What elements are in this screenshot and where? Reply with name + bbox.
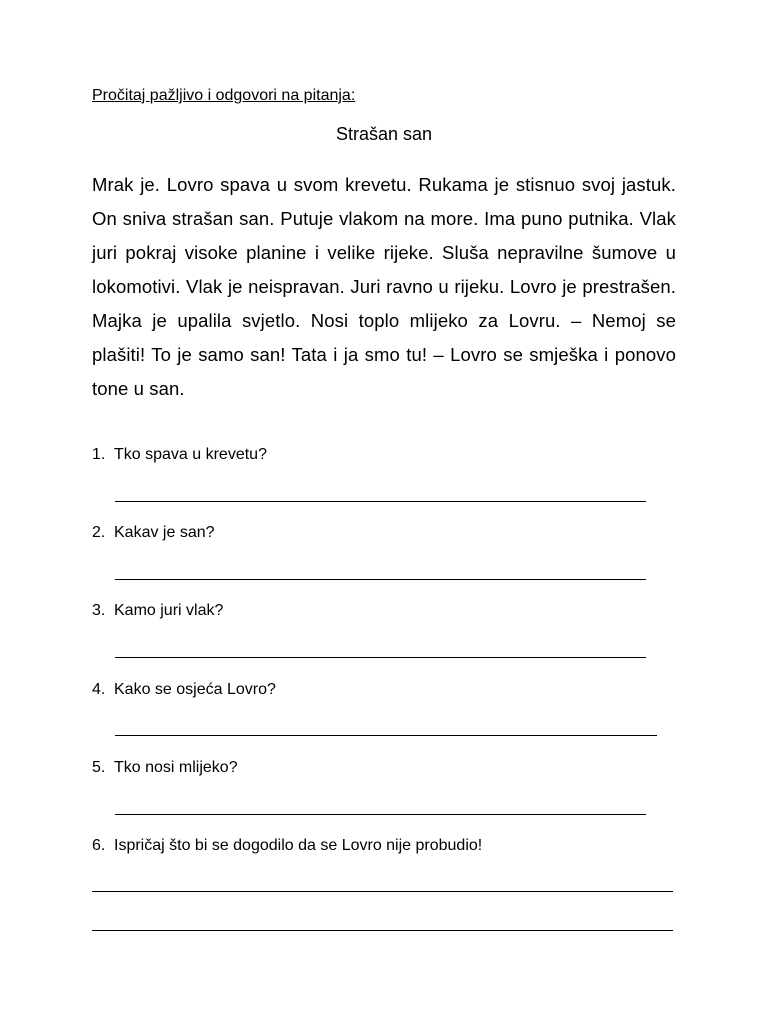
question-number: 1. [92,446,106,463]
question-5 [92,759,238,777]
question-number: 4. [92,681,106,698]
question-number: 6. [92,837,106,854]
answer-line-4[interactable] [115,735,657,736]
question-text: Kamo juri vlak? [114,602,224,619]
question-2 [92,524,215,542]
instruction-heading: Pročitaj pažljivo i odgovori na pitanja: [92,87,356,104]
question-number: 2. [92,524,106,541]
answer-line-6b[interactable] [92,930,673,931]
question-text: Ispričaj što bi se dogodilo da se Lovro nije probudio! [114,837,483,854]
answer-line-3[interactable] [115,657,646,658]
story-text: Mrak je. Lovro spava u svom krevetu. Rukama je stisnuo svoj jastuk. On sniva strašan san. Putuje vlakom na more. Ima puno putnika. Vlak juri pokraj visoke planine i velike rijeke. Sluša nepravilne šumove u lokomotivi. Vlak je neispravan. Juri ravno u rijeku. Lovro je prestrašen. Majka je upalila svjetlo. Nosi toplo mlijeko za Lovru. – Nemoj se plašiti! To je samo san! Tata i ja smo tu! – Lovro se smješka i ponovo tone u san. [92,174,676,399]
question-1 [92,446,267,464]
question-text: Tko spava u krevetu? [114,446,267,463]
answer-line-5[interactable] [115,814,646,815]
question-text: Kako se osjeća Lovro? [114,681,276,698]
answer-line-6a[interactable] [92,891,673,892]
question-number: 5. [92,759,106,776]
question-4 [92,681,276,699]
story-title: Strašan san [335,124,433,144]
question-6 [92,837,482,855]
answer-line-1[interactable] [115,501,646,502]
question-text: Kakav je san? [114,524,215,541]
question-text: Tko nosi mlijeko? [114,759,238,776]
question-3 [92,602,223,620]
question-number: 3. [92,602,106,619]
answer-line-2[interactable] [115,579,646,580]
